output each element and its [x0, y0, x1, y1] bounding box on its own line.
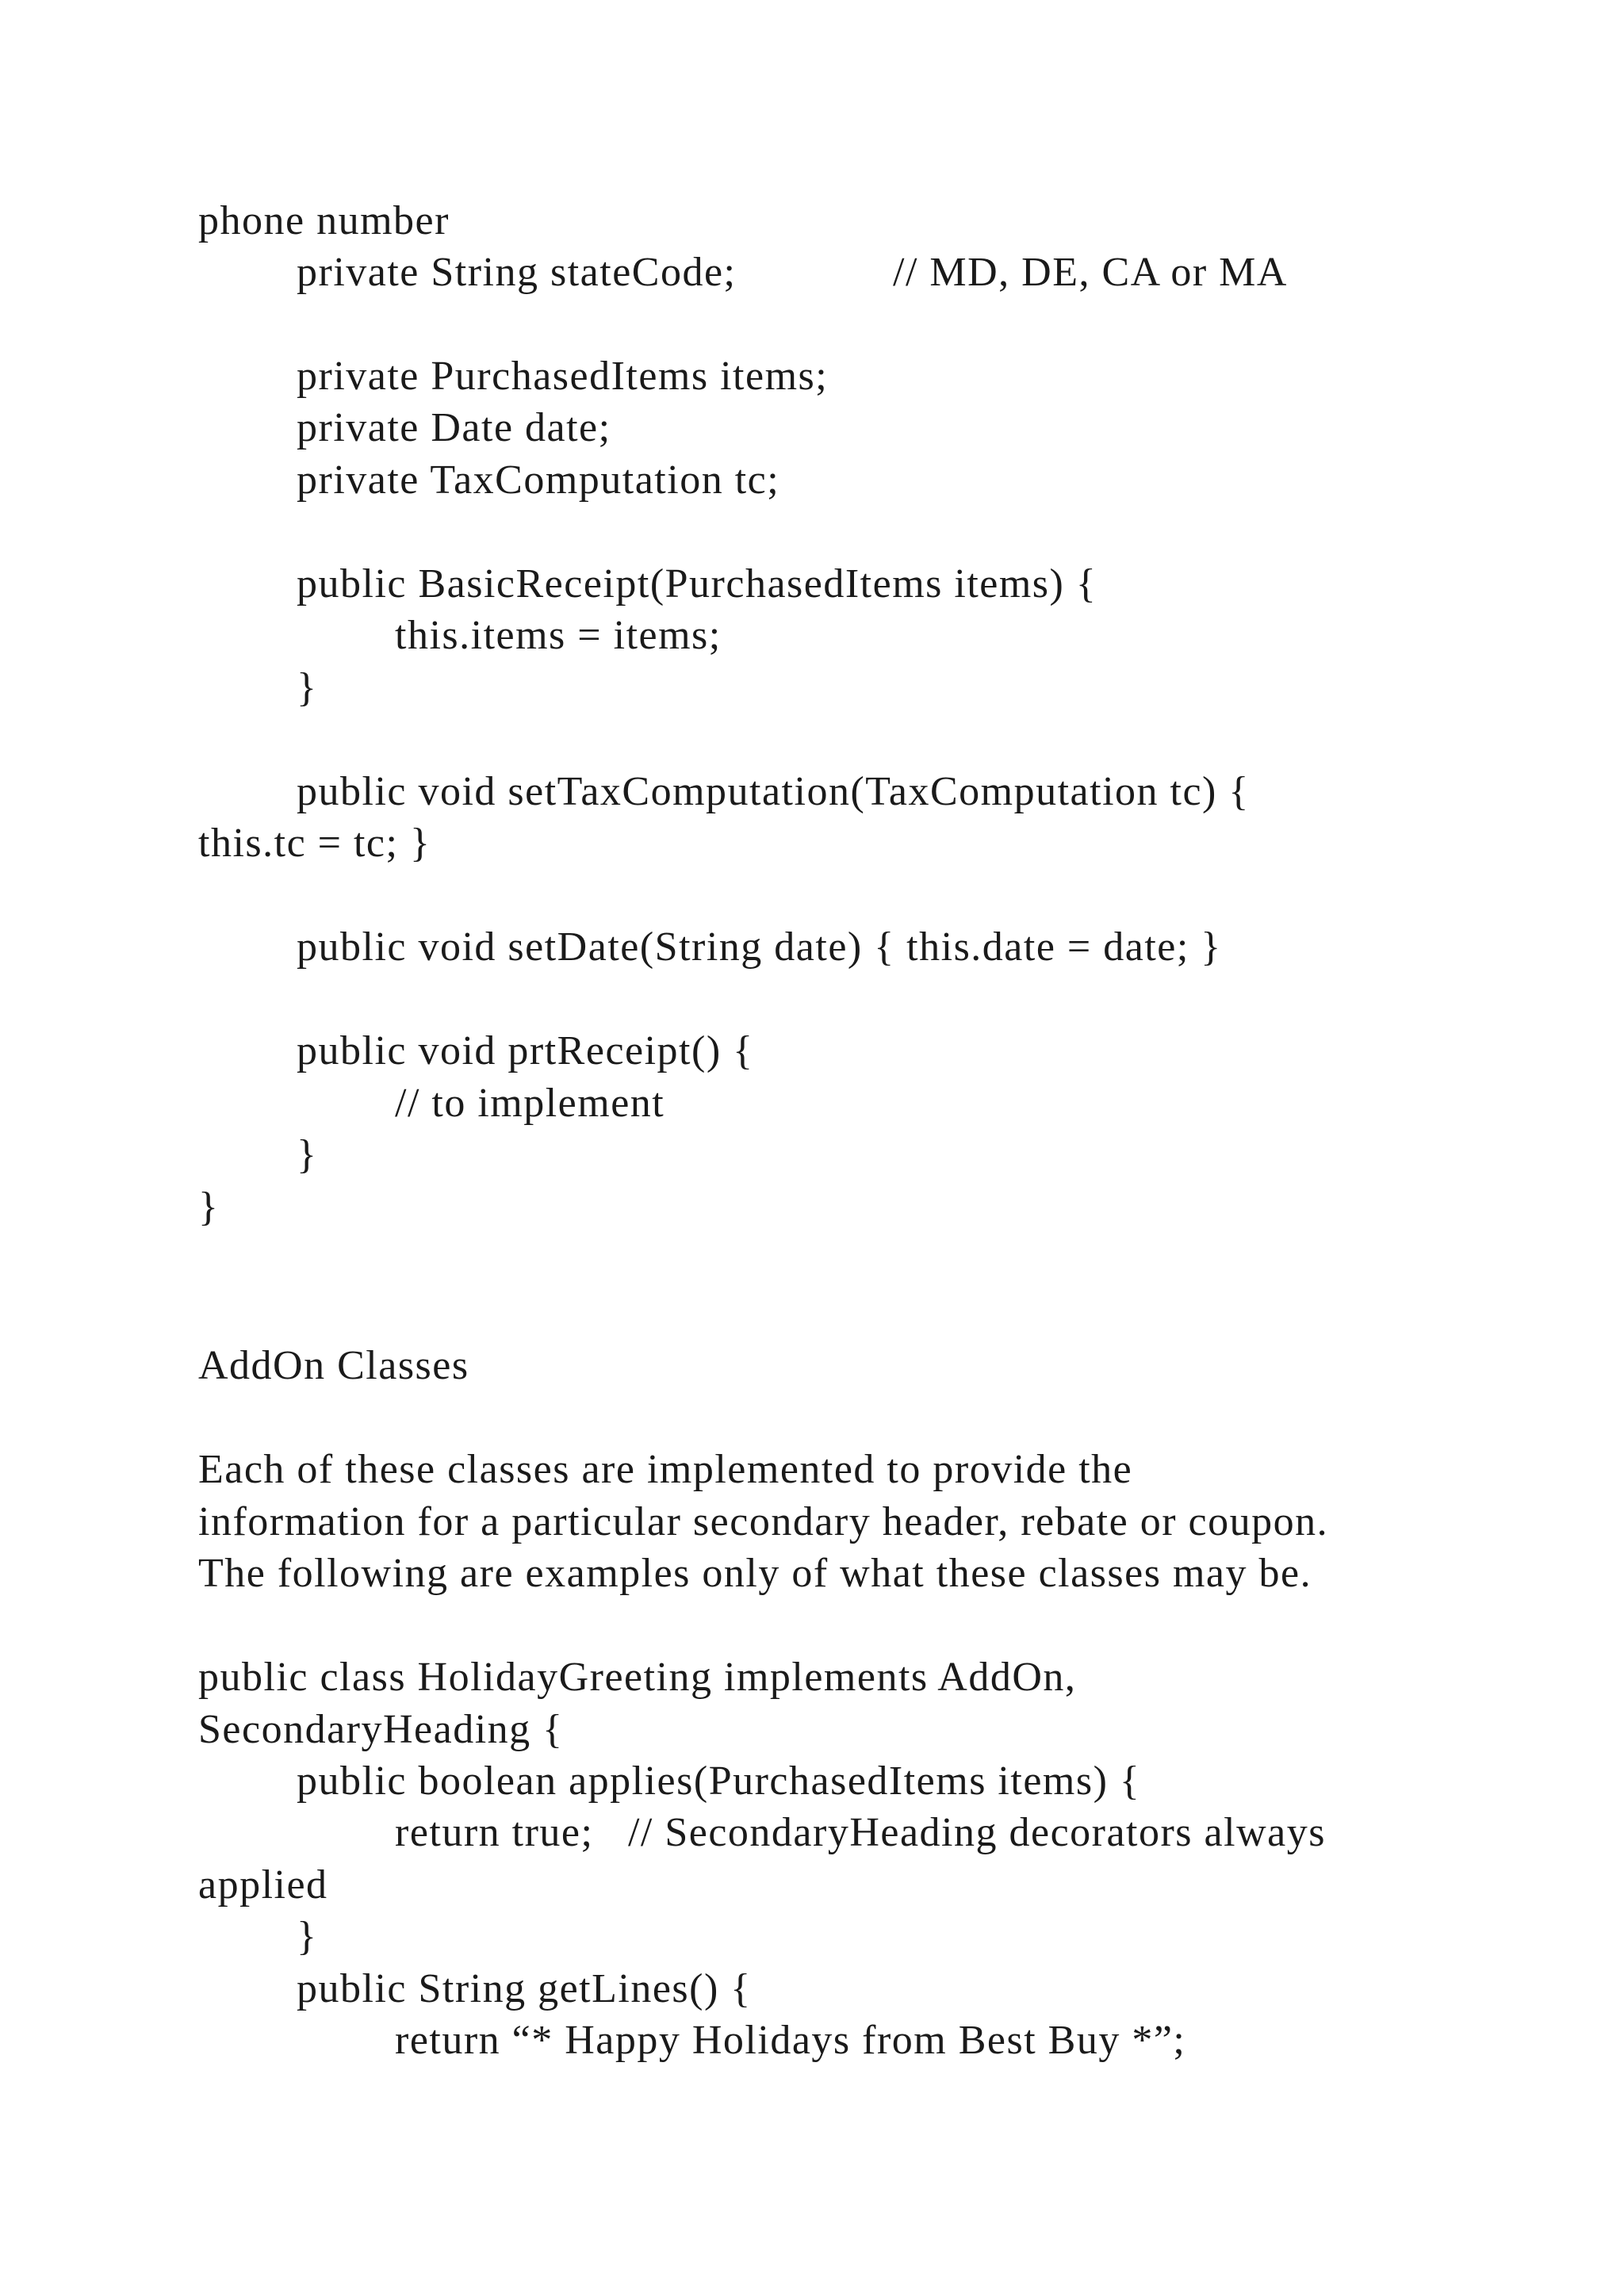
paragraph-line: information for a particular secondary header, rebate or coupon.: [198, 1499, 1329, 1544]
code-line: private TaxComputation tc;: [297, 457, 780, 503]
code-line: public void prtReceipt() {: [297, 1028, 754, 1073]
code-line: private PurchasedItems items;: [297, 354, 829, 399]
code-line: private Date date;: [297, 405, 611, 450]
code-comment: // MD, DE, CA or MA: [893, 250, 1288, 295]
code-line: }: [297, 1914, 318, 1959]
code-line: this.tc = tc; }: [198, 821, 431, 866]
code-comment: // to implement: [395, 1081, 665, 1126]
code-line: public String getLines() {: [297, 1966, 752, 2011]
code-line: return true; // SecondaryHeading decorators always: [395, 1810, 1326, 1855]
code-line: }: [297, 1132, 318, 1177]
section-heading: AddOn Classes: [198, 1343, 469, 1388]
text-line: phone number: [198, 198, 450, 243]
code-line: applied: [198, 1862, 328, 1908]
code-line: }: [297, 665, 318, 710]
paragraph-line: The following are examples only of what these classes may be.: [198, 1551, 1312, 1596]
code-line: private String stateCode;: [297, 250, 737, 295]
code-line: public void setDate(String date) { this.date = date; }: [297, 924, 1222, 970]
code-line: }: [198, 1184, 220, 1230]
code-line: public class HolidayGreeting implements AddOn,: [198, 1655, 1077, 1700]
code-line: public boolean applies(PurchasedItems items) {: [297, 1758, 1141, 1804]
code-line: public BasicReceipt(PurchasedItems items) {: [297, 561, 1097, 607]
paragraph-line: Each of these classes are implemented to provide the: [198, 1447, 1133, 1492]
code-line: this.items = items;: [395, 613, 722, 658]
code-line: public void setTaxComputation(TaxComputation tc) {: [297, 769, 1250, 814]
code-line: return “* Happy Holidays from Best Buy *”;: [395, 2018, 1186, 2063]
code-line: SecondaryHeading {: [198, 1707, 564, 1752]
